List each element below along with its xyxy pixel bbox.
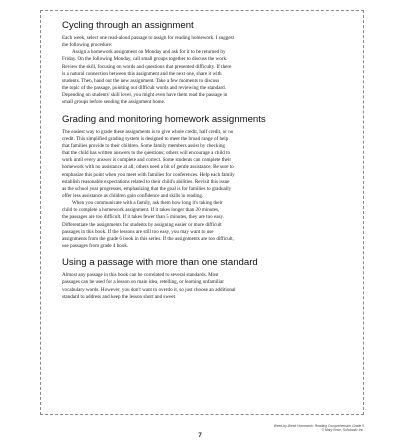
text-line: Each week, select one read-aloud passage to assign for reading homework. I suggest	[62, 35, 234, 41]
text-line: assignments from the grade 6 book in this series. If the assignments are too difficult,	[62, 235, 234, 242]
body-paragraph	[62, 272, 350, 301]
text-line: as the school year progresses, emphasizing that the goal is for families to gradually	[62, 185, 232, 192]
credit-line-title: Week-by-Week Homework: Reading Comprehension Grade 5	[273, 424, 364, 428]
text-line: homework with no assistance at all; others need a bit of gentle assistance. Be sure to	[62, 164, 234, 171]
section-heading: Cycling through an assignment	[62, 20, 194, 31]
text-line: that families provide to their children. Some family members assist by checking	[62, 142, 225, 149]
section-heading: Using a passage with more than one standard	[62, 257, 258, 269]
text-line: is a natural connection between this assignment and the next one, share it with	[62, 70, 222, 77]
text-line: When you communicate with a family, ask them how long it's taking their	[72, 200, 223, 207]
text-line: emphasize this point when you meet with families for conferences. Help each family	[62, 171, 235, 178]
body-paragraph	[62, 49, 350, 106]
text-line: use passages from grade 4 book.	[62, 243, 129, 250]
page-content	[62, 20, 350, 301]
text-line: Differentiate the assignments for students by assigning easier or more difficult	[62, 221, 222, 228]
text-line: The easiest way to grade these assignments is to give whole credit, half credit, or no	[62, 128, 234, 135]
text-line: child to complete a homework assignment. If it takes longer than 20 minutes,	[62, 207, 220, 214]
text-line: Review the skill, focusing on words and questions that presented difficulty. If there	[62, 63, 232, 70]
text-line: small groups before sending the assignment home.	[62, 99, 166, 106]
text-line: vocabulary words. However, you don't want to overdo it, so just choose an additional	[62, 286, 236, 293]
text-line: the passages are too difficult. If it takes fewer than 5 minutes, they are too easy.	[62, 214, 224, 221]
text-line: passages in this book. If the lessons are still too easy, you may want to use	[62, 228, 214, 235]
text-line: standard to address and keep the lesson short and sweet.	[62, 293, 177, 300]
text-line: Depending on students' skill level, you might even have them read the passage in	[62, 92, 228, 99]
body-paragraph	[62, 200, 350, 250]
text-line: the following procedure:	[62, 42, 113, 49]
text-line: Almost any passage in this book can be correlated to several standards. Most	[62, 272, 219, 279]
text-line: that the child has written answers to the questions; others will encourage a child to	[62, 150, 231, 157]
section-heading: Grading and monitoring homework assignments	[62, 113, 266, 125]
text-line: the topic of the passage, pointing out difficult words and reviewing the standard.	[62, 85, 226, 92]
page-number: 7	[198, 432, 202, 439]
text-line: Assign a homework assignment on Monday and ask for it to be returned by	[72, 49, 226, 56]
text-line: students. Then, hand out the new assignment. Take a few moments to discuss	[62, 77, 220, 84]
text-line: Friday. On the following Monday, call small groups together to discuss the work.	[62, 56, 228, 63]
credit-line-copyright: © Mary Rose, Scholastic Inc.	[321, 428, 364, 433]
text-line: passages can be used for a lesson on main idea, retelling, or learning unfamiliar	[62, 279, 224, 286]
text-line: credit. This simplified grading system is designed to meet the broad range of help	[62, 135, 229, 142]
text-line: offer less assistance as children gain confidence and skills in reading.	[62, 192, 204, 199]
text-line: work until every answer is complete and correct. Some students can complete their	[62, 157, 232, 164]
text-line: establish reasonable expectations related to their child's abilities. Revisit this issue	[62, 178, 230, 185]
body-paragraph	[62, 35, 350, 49]
body-paragraph	[62, 129, 350, 201]
